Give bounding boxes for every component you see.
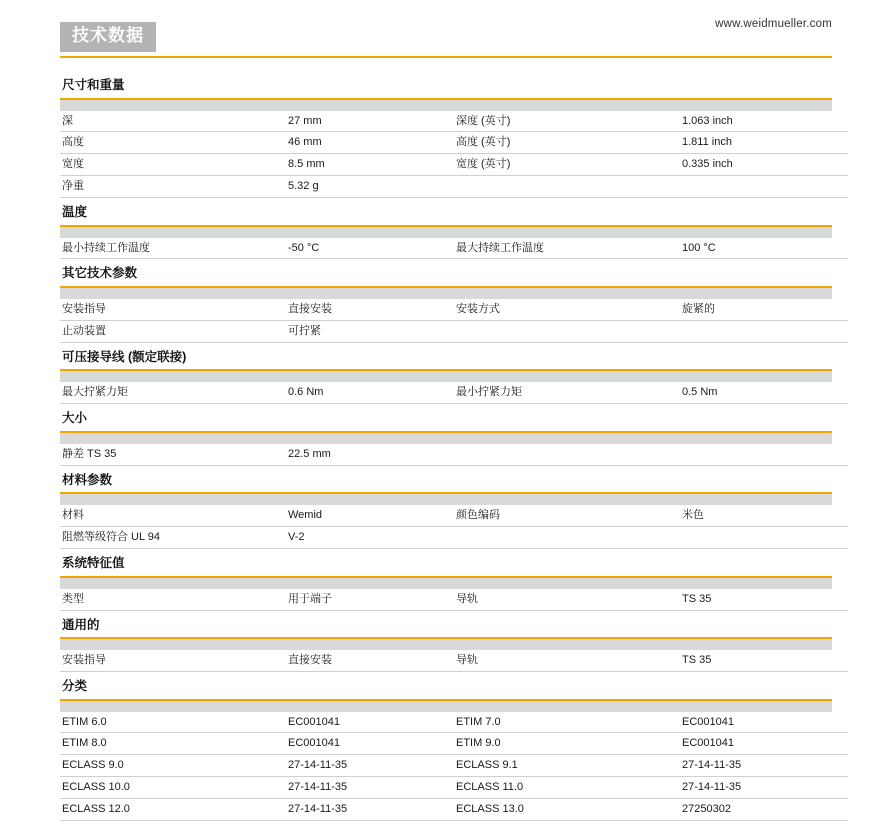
spec-value: 1.811 inch: [680, 132, 848, 154]
section-title: 材料参数: [62, 472, 113, 487]
spec-label: ECLASS 13.0: [454, 798, 680, 820]
spec-table: [60, 589, 848, 611]
spec-label: ECLASS 9.0: [60, 755, 286, 777]
table-row: [60, 589, 848, 610]
spec-label: 安装指导: [60, 299, 286, 320]
spec-section: [60, 262, 832, 345]
section-header-bar: [60, 492, 832, 505]
company-url: www.weidmueller.com: [715, 18, 832, 30]
table-row: [60, 238, 848, 259]
table-row: [60, 527, 848, 549]
spec-label: 阻燃等级符合 UL 94: [60, 527, 286, 549]
spec-label: ETIM 9.0: [454, 733, 680, 755]
spec-value: 27 mm: [286, 111, 454, 132]
spec-label: ETIM 8.0: [60, 733, 286, 755]
table-row: [60, 798, 848, 820]
spec-label: ECLASS 9.1: [454, 755, 680, 777]
spec-label: ETIM 7.0: [454, 712, 680, 733]
spec-label: 颜色编码: [454, 505, 680, 526]
section-header-bar: [60, 637, 832, 650]
spec-value: 22.5 mm: [286, 444, 454, 465]
section-header-bar: [60, 576, 832, 589]
spec-value: 用于端子: [286, 589, 454, 610]
spec-label: 材料: [60, 505, 286, 526]
section-header-bar: [60, 225, 832, 238]
table-row: [60, 382, 848, 403]
spec-label: 止动装置: [60, 320, 286, 342]
spec-value: 27-14-11-35: [286, 798, 454, 820]
spec-value: [680, 320, 848, 342]
spec-label: [454, 176, 680, 198]
spec-section: [60, 469, 832, 552]
spec-value: 27-14-11-35: [286, 755, 454, 777]
spec-section: [60, 552, 832, 613]
section-title: 分类: [62, 678, 88, 693]
table-row: [60, 444, 848, 465]
section-header-bar: [60, 699, 832, 712]
spec-value: EC001041: [680, 712, 848, 733]
spec-label: 最小拧紧力矩: [454, 382, 680, 403]
spec-value: [680, 444, 848, 465]
spec-value: 8.5 mm: [286, 154, 454, 176]
section-header-bar: [60, 431, 832, 444]
spec-label: ECLASS 12.0: [60, 798, 286, 820]
table-row: [60, 320, 848, 342]
spec-value: 27-14-11-35: [286, 777, 454, 799]
spec-table: [60, 505, 848, 549]
spec-value: -50 °C: [286, 238, 454, 259]
spec-value: 100 °C: [680, 238, 848, 259]
spec-value: 0.335 inch: [680, 154, 848, 176]
spec-value: 46 mm: [286, 132, 454, 154]
table-row: [60, 132, 848, 154]
table-row: [60, 505, 848, 526]
spec-value: 5.32 g: [286, 176, 454, 198]
spec-label: ECLASS 10.0: [60, 777, 286, 799]
spec-label: [454, 527, 680, 549]
spec-label: 静差 TS 35: [60, 444, 286, 465]
spec-label: 宽度 (英寸): [454, 154, 680, 176]
spec-value: 27-14-11-35: [680, 777, 848, 799]
table-row: [60, 176, 848, 198]
section-title: 其它技术参数: [62, 266, 138, 281]
section-title: 温度: [62, 205, 88, 219]
spec-table: [60, 382, 848, 404]
spec-value: Wemid: [286, 505, 454, 526]
spec-table: [60, 111, 848, 198]
table-row: [60, 712, 848, 733]
table-row: [60, 299, 848, 320]
spec-label: 深度 (英寸): [454, 111, 680, 132]
section-title: 可压接导线 (额定联接): [62, 349, 187, 364]
spec-table: [60, 238, 848, 260]
spec-value: 27-14-11-35: [680, 755, 848, 777]
spec-value: EC001041: [680, 733, 848, 755]
spec-label: 最大拧紧力矩: [60, 382, 286, 403]
section-title: 尺寸和重量: [62, 78, 125, 92]
spec-section: [60, 201, 832, 262]
spec-label: ETIM 6.0: [60, 712, 286, 733]
spec-value: EC001041: [286, 712, 454, 733]
spec-label: [454, 320, 680, 342]
spec-label: 导轨: [454, 650, 680, 671]
spec-table: [60, 299, 848, 343]
spec-label: 高度 (英寸): [454, 132, 680, 154]
spec-value: 直接安装: [286, 299, 454, 320]
page-header: [0, 0, 892, 60]
table-row: [60, 733, 848, 755]
spec-section: [60, 407, 832, 468]
spec-label: 净重: [60, 176, 286, 198]
spec-value: 0.6 Nm: [286, 382, 454, 403]
spec-label: 最小持续工作温度: [60, 238, 286, 259]
spec-label: 类型: [60, 589, 286, 610]
spec-section: [60, 346, 832, 407]
spec-label: 安装指导: [60, 650, 286, 671]
spec-table: [60, 650, 848, 672]
table-row: [60, 650, 848, 671]
spec-value: 直接安装: [286, 650, 454, 671]
spec-section: [60, 614, 832, 675]
section-header-bar: [60, 286, 832, 299]
spec-label: [454, 444, 680, 465]
spec-value: 可拧紧: [286, 320, 454, 342]
spec-label: 宽度: [60, 154, 286, 176]
spec-label: ECLASS 11.0: [454, 777, 680, 799]
table-row: [60, 777, 848, 799]
section-title: 通用的: [62, 617, 100, 632]
table-row: [60, 755, 848, 777]
spec-table: [60, 444, 848, 466]
section-title: 系统特征值: [62, 556, 125, 571]
table-row: [60, 154, 848, 176]
section-title: 大小: [62, 411, 88, 426]
spec-section: [60, 74, 832, 201]
spec-value: [680, 176, 848, 198]
spec-table: [60, 712, 848, 821]
section-spacer: [60, 821, 832, 824]
spec-label: 安装方式: [454, 299, 680, 320]
spec-value: 米色: [680, 505, 848, 526]
spec-label: 最大持续工作温度: [454, 238, 680, 259]
section-header-bar: [60, 369, 832, 382]
spec-value: V-2: [286, 527, 454, 549]
spec-value: 1.063 inch: [680, 111, 848, 132]
table-row: [60, 111, 848, 132]
spec-value: 0.5 Nm: [680, 382, 848, 403]
spec-sections: [60, 74, 832, 824]
spec-value: TS 35: [680, 589, 848, 610]
spec-section: [60, 675, 832, 824]
page-title: 技术数据: [60, 22, 156, 52]
spec-label: 深: [60, 111, 286, 132]
spec-value: 旋紧的: [680, 299, 848, 320]
spec-value: TS 35: [680, 650, 848, 671]
spec-label: 导轨: [454, 589, 680, 610]
spec-value: [680, 527, 848, 549]
spec-value: 27250302: [680, 798, 848, 820]
section-header-bar: [60, 98, 832, 111]
spec-label: 高度: [60, 132, 286, 154]
spec-value: EC001041: [286, 733, 454, 755]
header-divider: [60, 56, 832, 58]
